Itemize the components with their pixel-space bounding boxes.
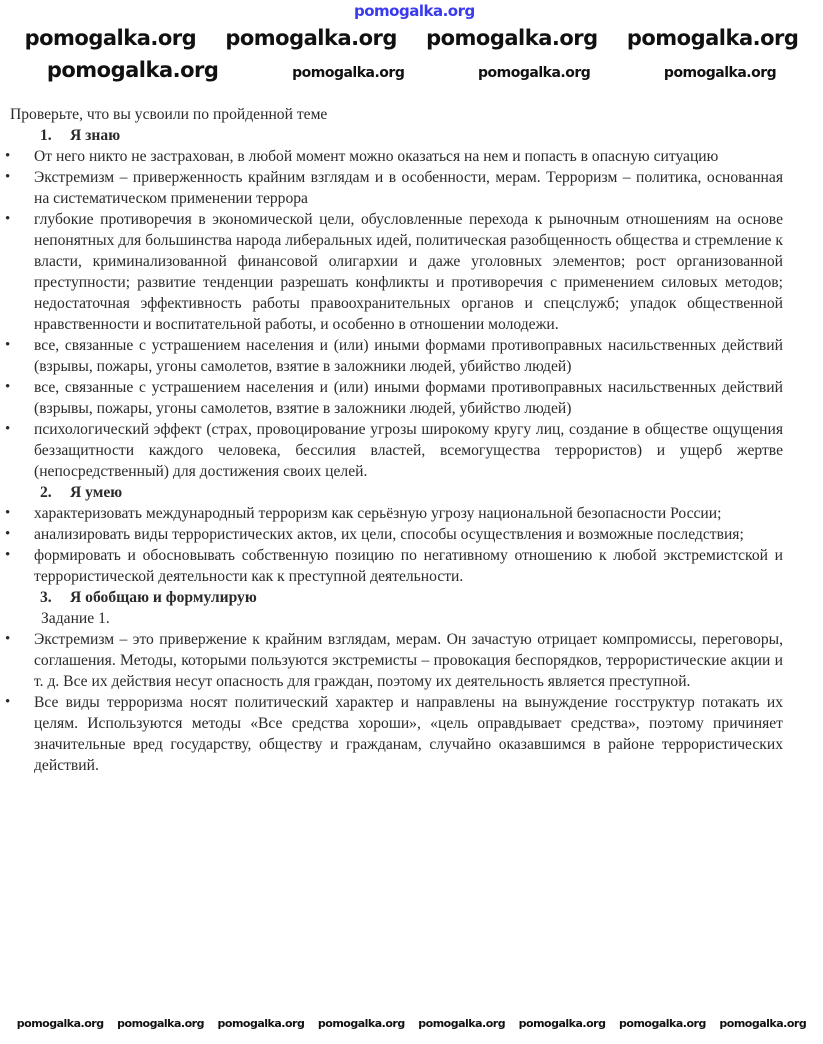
section-heading-know: 1. Я знаю: [40, 127, 121, 144]
list-item: • От него никто не застрахован, в любой момент можно оказаться на нем и попасть в опасную ситуацию: [0, 146, 823, 167]
watermark: pomogalka.org: [24, 26, 197, 50]
watermark-row: [10, 58, 813, 82]
list-item: • анализировать виды террористических актов, их цели, способы осуществления и возможные последствия;: [0, 524, 823, 545]
watermark: pomogalka.org: [217, 1017, 305, 1030]
can-list: [0, 503, 823, 587]
list-item: • все, связанные с устрашением населения и (или) иными формами противоправных насильственных действий (взрывы, пожары, угоны самолетов, взятие в заложники людей, убийство людей): [0, 377, 823, 419]
watermark: pomogalka.org: [478, 65, 591, 81]
task-label: Задание 1.: [41, 610, 110, 627]
list-item: • психологический эффект (страх, провоцирование угрозы широкому кругу лиц, создание в обществе ощущения беззащитности каждого человека, бессилия властей, всемогущества террористов) и ущерб жертве (непосредственный) для достижения своих целей.: [0, 419, 823, 482]
list-item: • формировать и обосновывать собственную позицию по негативному отношению к любой экстремистской и террористической деятельности как к преступной деятельности.: [0, 545, 823, 587]
list-item: • Экстремизм – это привержение к крайним взглядам, мерам. Он зачастую отрицает компромиссы, переговоры, соглашения. Методы, которыми пользуются экстремисты – провокация беспорядков, террористические акции и т. д. Все их действия несут опасность для граждан, поэтому их деятельность является преступной.: [0, 629, 823, 692]
watermark: pomogalka.org: [117, 1017, 204, 1030]
watermark: pomogalka.org: [418, 1017, 506, 1030]
generalize-list: [0, 629, 823, 776]
watermark: pomogalka.org: [46, 58, 219, 82]
document-body: [0, 104, 823, 776]
watermark-header[interactable]: pomogalka.org: [354, 2, 475, 20]
list-item: • все, связанные с устрашением населения и (или) иными формами противоправных насильственных действий (взрывы, пожары, угоны самолетов, взятие в заложники людей, убийство людей): [0, 335, 823, 377]
list-item: • Все виды терроризма носят политический характер и направлены на вынуждение госструктур потакать их целям. Используются методы «Все средства хороши», «цель оправдывает средства», поэтому причиняет значительные вред государству, обществу и гражданам, случайно оказавшимся в районе террористических действий.: [0, 692, 823, 776]
section-heading-can: 2. Я умею: [40, 484, 123, 501]
watermark: pomogalka.org: [626, 26, 799, 50]
watermark: pomogalka.org: [426, 26, 598, 50]
watermark: pomogalka.org: [518, 1017, 606, 1030]
watermark-row: [10, 26, 813, 50]
list-item: • глубокие противоречия в экономической цели, обусловленные перехода к рыночным отношениям на основе непонятных для большинства народа либеральных идей, политическая разобщенность общества и стремление к власти, криминализованной финансовой олигархии и даже уголовных элементов; рост организованной преступности; развитие тенденции разрешать конфликты и противоречия с применением силовых методов; недостаточная эффективность работы правоохранительных органов и спецслужб; упадок общественной нравственности и воспитательной работы, и особенно в отношении молодежи.: [0, 209, 823, 335]
intro-text: Проверьте, что вы усвоили по пройденной теме: [10, 106, 328, 123]
watermark: pomogalka.org: [663, 65, 777, 81]
watermark: pomogalka.org: [16, 1017, 104, 1030]
watermark: pomogalka.org: [225, 26, 397, 50]
know-list: [0, 146, 823, 482]
list-item: • Экстремизм – приверженность крайним взглядам и в особенности, мерам. Терроризм – политика, основанная на систематическом применении террора: [0, 167, 823, 209]
watermark: pomogalka.org: [619, 1017, 706, 1030]
section-heading-generalize: 3. Я обобщаю и формулирую: [40, 589, 257, 606]
watermark-row: [10, 1018, 813, 1031]
watermark: pomogalka.org: [719, 1017, 807, 1030]
list-item: • характеризовать международный терроризм как серьёзную угрозу национальной безопасности России;: [0, 503, 823, 524]
watermark: pomogalka.org: [317, 1017, 405, 1030]
watermark: pomogalka.org: [292, 65, 405, 81]
